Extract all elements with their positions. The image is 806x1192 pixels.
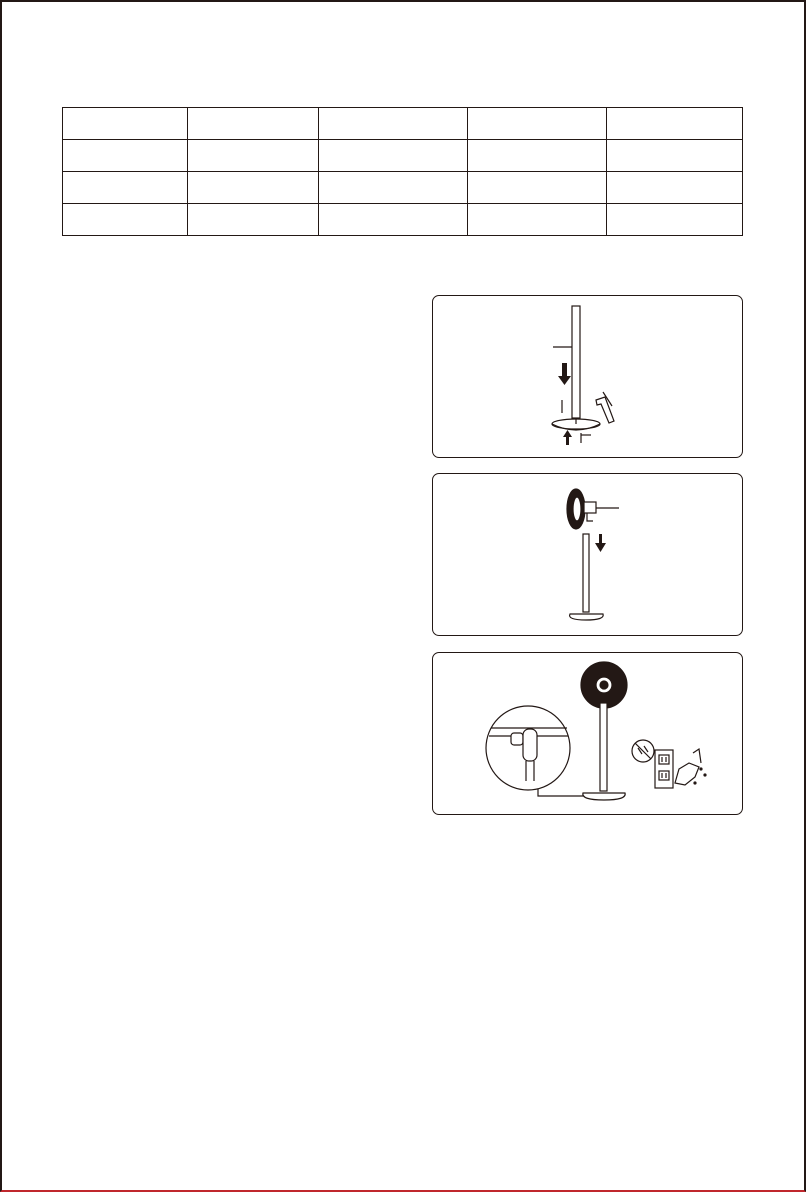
plug-shape <box>523 729 537 761</box>
table-cell <box>188 172 319 204</box>
pole-shape <box>572 306 580 418</box>
power-connection-illustration <box>433 653 744 816</box>
table-row <box>63 108 743 140</box>
table-cell <box>63 172 188 204</box>
figure-power-connection <box>432 652 743 815</box>
base-shape <box>570 614 604 620</box>
arrow-up-icon <box>563 430 572 445</box>
table-cell <box>188 204 319 236</box>
fan-head-illustration <box>433 474 744 637</box>
table-cell <box>468 108 607 140</box>
pole-base-illustration <box>433 296 744 459</box>
table-row <box>63 140 743 172</box>
table-cell <box>188 140 319 172</box>
base-shape <box>583 793 625 800</box>
table-cell <box>319 140 468 172</box>
table-cell <box>607 204 743 236</box>
table-cell <box>468 204 607 236</box>
spec-table <box>62 107 743 236</box>
figure-fan-head-mounting <box>432 473 743 636</box>
figure-pole-base-assembly <box>432 295 743 458</box>
hex-key-icon <box>596 397 614 423</box>
arrow-down-icon <box>595 534 606 552</box>
pole-shape <box>583 534 589 612</box>
arrow-down-icon <box>558 363 571 385</box>
table-cell <box>63 140 188 172</box>
pole-shape <box>600 703 607 791</box>
table-row <box>63 172 743 204</box>
table-cell <box>319 204 468 236</box>
table-cell <box>188 108 319 140</box>
table-cell <box>63 204 188 236</box>
table-cell <box>468 172 607 204</box>
table-cell <box>607 172 743 204</box>
table-cell <box>319 108 468 140</box>
table-row <box>63 204 743 236</box>
table-cell <box>468 140 607 172</box>
table-cell <box>607 108 743 140</box>
table-cell <box>63 108 188 140</box>
table-cell <box>319 172 468 204</box>
table-cell <box>607 140 743 172</box>
